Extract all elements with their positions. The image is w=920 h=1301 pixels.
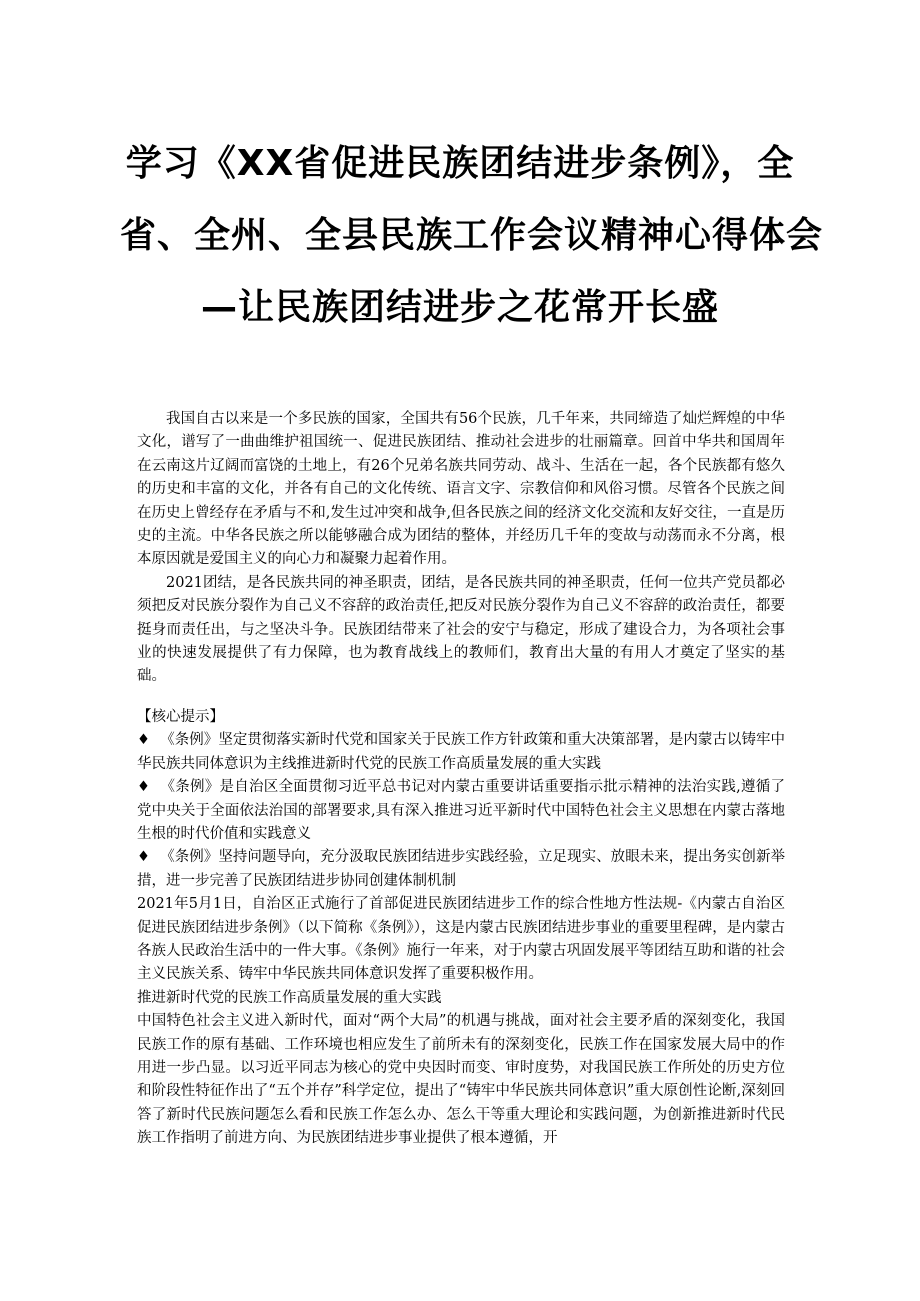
document-title xyxy=(120,128,824,344)
title-line-2: 省、全州、全县民族工作会议精神心得体会 xyxy=(120,215,824,256)
core-tips-heading: 【核心提示】 xyxy=(137,708,224,725)
diamond-bullet-icon: ♦ xyxy=(137,849,150,866)
bullet-text-3: 《条例》坚持问题导向，充分汲取民族团结进步实践经验，立足现实、放眼未来，提出务实创新举措，进一步完善了民族团结进步协同创建体制机制 xyxy=(137,849,785,889)
paragraph-new-era: 中国特色社会主义进入新时代，面对“两个大局”的机遇与挑战，面对社会主要矛盾的深刻变化，我国民族工作的原有基础、工作环境也相应发生了前所未有的深刻变化，民族工作在国家发展大局中的作用进一步凸显。以习近平同志为核心的党中央因时而变、审时度势，对我国民族工作所处的历史方位和阶段性特征作出了“五个并存”科学定位，提出了“铸牢中华民族共同体意识”重大原创性论断,深刻回答了新时代民族问题怎么看和民族工作怎么办、怎么干等重大理论和实践问题，为创新推进新时代民族工作指明了前进方向、为民族团结进步事业提供了根本遵循，开 xyxy=(137,1013,785,1147)
section-heading: 推进新时代党的民族工作高质量发展的重大实践 xyxy=(137,989,442,1006)
paragraph-regulation: 2021年5月1日，自治区正式施行了首部促进民族团结进步工作的综合性地方性法规-《内蒙古自治区促进民族团结进步条例》（以下简称《条例》），这是内蒙古民族团结进步事业的重要里程碑，是内蒙古各族人民政治生活中的一件大事。《条例》施行一年来，对于内蒙古巩固发展平等团结互助和谐的社会主义民族关系、铸牢中华民族共同体意识发挥了重要积极作用。 xyxy=(137,896,785,983)
bullet-item-3 xyxy=(137,846,785,893)
diamond-bullet-icon: ♦ xyxy=(137,732,150,749)
paragraph-unity: 2021团结，是各民族共同的神圣职责，团结，是各民族共同的神圣职责，任何一位共产党员都必须把反对民族分裂作为自己义不容辞的政治责任,把反对民族分裂作为自己义不容辞的政治责任，都要挺身而责任出，与之坚决斗争。民族团结带来了社会的安宁与稳定，形成了建设合力，为各项社会事业的快速发展提供了有力保障，也为教育战线上的教师们，教育出大量的有用人才奠定了坚实的基础。 xyxy=(137,574,785,685)
title-line-3: —让民族团结进步之花常开长盛 xyxy=(200,287,719,328)
paragraph-intro: 我国自古以来是一个多民族的国家，全国共有56个民族，几千年来，共同缔造了灿烂辉煌的中华文化，谱写了一曲曲维护祖国统一、促进民族团结、推动社会进步的壮丽篇章。回首中华共和国周年在云南这片辽阔而富饶的土地上，有26个兄弟名族共同劳动、战斗、生活在一起，各个民族都有悠久的历史和丰富的文化，并各有自己的文化传统、语言文字、宗教信仰和风俗习惯。尽管各个民族之间在历史上曾经存在矛盾与不和,发生过冲突和战争,但各民族之间的经济文化交流和友好交往，一直是历史的主流。中华各民族之所以能够融合成为团结的整体，并经历几千年的变故与动荡而永不分离，根本原因就是爱国主义的向心力和凝聚力起着作用。 xyxy=(137,411,785,568)
diamond-bullet-icon: ♦ xyxy=(137,779,150,796)
title-line-1: 学习《XX省促进民族团结进步条例》，全 xyxy=(125,143,795,184)
document-body xyxy=(137,408,785,1151)
bullet-text-1: 《条例》坚定贯彻落实新时代党和国家关于民族工作方针政策和重大决策部署，是内蒙古以铸牢中华民族共同体意识为主线推进新时代党的民族工作高质量发展的重大实践 xyxy=(137,732,785,772)
spacer xyxy=(137,689,785,706)
bullet-item-1 xyxy=(137,729,785,776)
bullet-item-2 xyxy=(137,776,785,846)
bullet-text-2: 《条例》是自治区全面贯彻习近平总书记对内蒙古重要讲话重要指示批示精神的法治实践,遵循了党中央关于全面依法治国的部署要求,具有深入推进习近平新时代中国特色社会主义思想在内蒙古落地生根的时代价值和实践意义 xyxy=(137,779,785,842)
